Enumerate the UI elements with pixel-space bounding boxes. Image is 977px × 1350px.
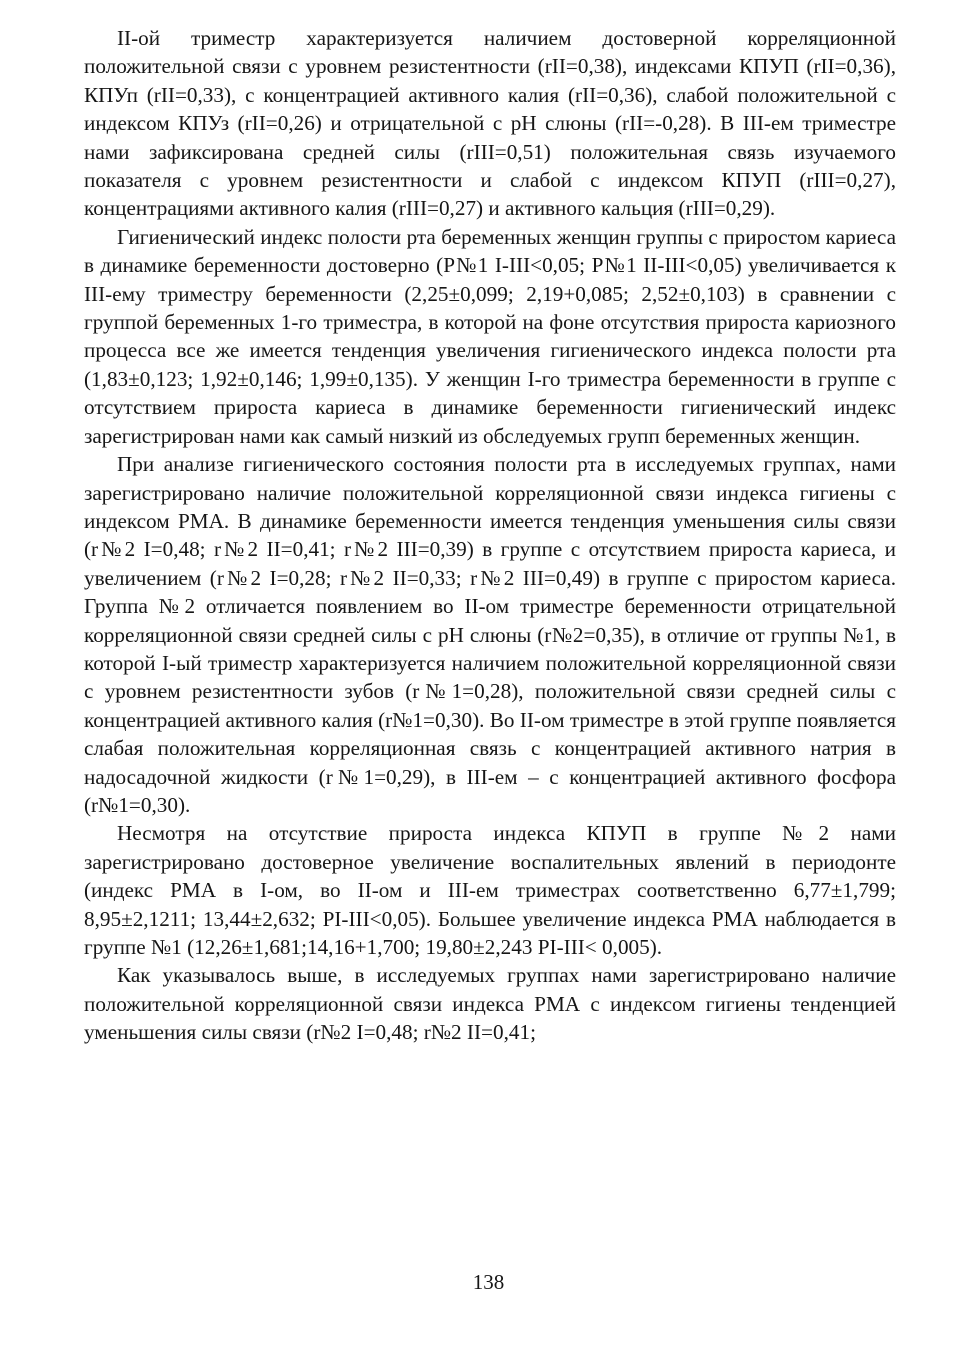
paragraph-1: II-ой триместр характеризуется наличием достоверной корреляционной положительной связи с уровнем резистентности (rII=0,38), индексами КПУП (rII=0,36), КПУп (rII=0,33), с концентрацией активного калия (rII=0,36), слабой положительной с индексом КПУз (rII=0,26) и отрицательной с pH слюны (rII=-0,28). В III-ем триместре нами зафиксирована средней силы (rIII=0,51) положительная связь изучаемого показателя с уровнем резистентности и слабой с индексом КПУП (rIII=0,27), концентрациями активного калия (rIII=0,27) и активного кальция (rIII=0,29).	[84, 26, 896, 221]
paragraph-2: Гигиенический индекс полости рта беременных женщин группы с приростом кариеса в динамике беременности достоверно (P№1 I-III<0,05; P№1 II-III<0,05) увеличивается к III-ему триместру беременности (2,25±0,099; 2,19+0,085; 2,52±0,103) в сравнении с группой беременных 1-го триместра, в которой на фоне отсутствия прироста кариозного процесса все же имеется тенденция увеличения гигиенического индекса полости рта (1,83±0,123; 1,92±0,146; 1,99±0,135). У женщин I-го триместра беременности в группе с отсутствием прироста кариеса в динамике беременности гигиенический индекс зарегистрирован нами как самый низкий из обследуемых групп беременных женщин.	[84, 224, 896, 448]
paragraph-4: Несмотря на отсутствие прироста индекса КПУП в группе №2 нами зарегистрировано достоверное увеличение воспалительных явлений в периодонте (индекс РМА в I-ом, во II-ом и III-ем триместрах соответственно 6,77±1,799; 8,95±2,1211; 13,44±2,632; PI-III<0,05). Большее увеличение индекса РМА наблюдается в группе №1 (12,26±1,681;14,16+1,700; 19,80±2,243 PI-III< 0,005).	[84, 821, 896, 959]
paragraph-5: Как указывалось выше, в исследуемых группах нами зарегистрировано наличие положительной корреляционной связи индекса РМА с индексом гигиены тенденцией уменьшения силы связи (r№2 I=0,48; r№2 II=0,41;	[84, 963, 896, 1045]
paragraph-3: При анализе гигиенического состояния полости рта в исследуемых группах, нами зарегистрировано наличие положительной корреляционной связи индекса гигиены с индексом РМА. В динамике беременности имеется тенденция уменьшения силы связи (r№2 I=0,48; r№2 II=0,41; r№2 III=0,39) в группе с отсутствием прироста кариеса, и увеличением (r№2 I=0,28; r№2 II=0,33; r№2 III=0,49) в группе с приростом кариеса. Группа №2 отличается появлением во II-ом триместре беременности отрицательной корреляционной связи средней силы с pH слюны (r№2=0,35), в отличие от группы №1, в которой I-ый триместр характеризуется наличием положительной корреляционной связи с уровнем резистентности зубов (r№1=0,28), положительной связи средней силы с концентрацией активного калия (r№1=0,30). Во II-ом триместре в этой группе появляется слабая положительная корреляционная связь с концентрацией активного натрия в надосадочной жидкости (r№1=0,29), в III-ем – с концентрацией активного фосфора (r№1=0,30).	[84, 452, 896, 817]
page-body	[84, 24, 896, 1047]
page-number: 138	[472, 1270, 505, 1294]
